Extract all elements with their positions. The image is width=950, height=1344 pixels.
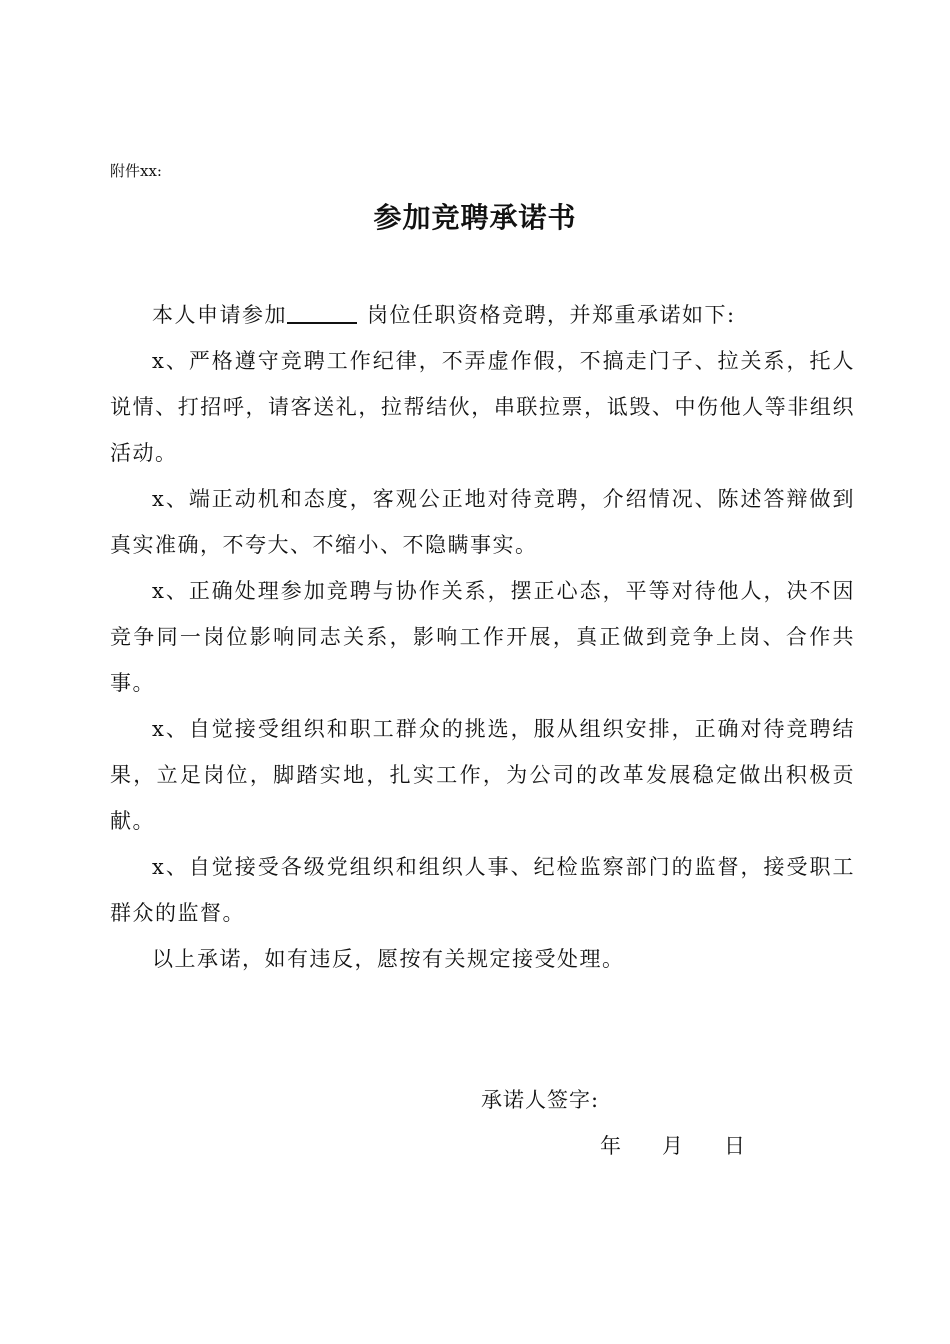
- document-body: [110, 292, 855, 982]
- attachment-label: 附件xx:: [110, 162, 162, 180]
- commitment-item-4: x、自觉接受组织和职工群众的挑选，服从组织安排，正确对待竞聘结果，立足岗位，脚踏实地，扎实工作，为公司的改革发展稳定做出积极贡献。: [110, 717, 855, 833]
- date-month: 月: [662, 1134, 683, 1158]
- date-day: 日: [724, 1134, 745, 1158]
- intro-prefix: 本人申请参加: [152, 303, 287, 327]
- commitment-item-1: x、严格遵守竞聘工作纪律，不弄虚作假，不搞走门子、拉关系，托人说情、打招呼，请客送礼，拉帮结伙，串联拉票，诋毁、中伤他人等非组织活动。: [110, 349, 855, 465]
- date-line: [600, 1130, 786, 1162]
- commitment-item-3: x、正确处理参加竞聘与协作关系，摆正心态，平等对待他人，决不因竞争同一岗位影响同志关系，影响工作开展，真正做到竞争上岗、合作共事。: [110, 579, 855, 695]
- intro-paragraph: [110, 292, 855, 338]
- date-year: 年: [600, 1134, 621, 1158]
- intro-suffix: 岗位任职资格竞聘，并郑重承诺如下:: [367, 303, 736, 327]
- signature-label: 承诺人签字:: [481, 1088, 600, 1112]
- position-blank: [287, 301, 357, 324]
- commitment-item-5: x、自觉接受各级党组织和组织人事、纪检监察部门的监督，接受职工群众的监督。: [110, 855, 855, 925]
- commitment-item-2: x、端正动机和态度，客观公正地对待竞聘，介绍情况、陈述答辩做到真实准确，不夸大、不缩小、不隐瞒事实。: [110, 487, 855, 557]
- closing-paragraph: 以上承诺，如有违反，愿按有关规定接受处理。: [152, 947, 625, 971]
- document-title: 参加竞聘承诺书: [373, 201, 577, 234]
